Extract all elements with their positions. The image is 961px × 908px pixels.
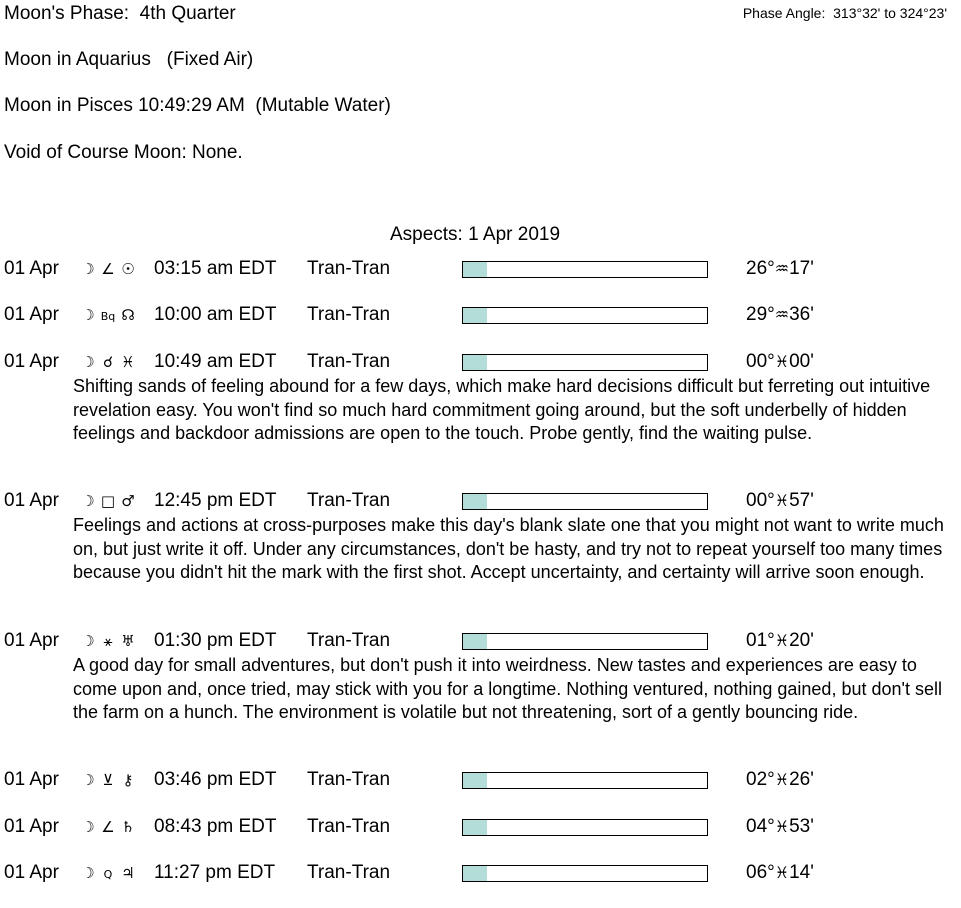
- aspect-position: [746, 630, 814, 652]
- aspect-glyphs: [78, 632, 138, 650]
- aquarius-icon: ♒: [774, 305, 790, 324]
- aspect-entry: [0, 351, 961, 446]
- biquintile-icon: Bq: [100, 310, 116, 323]
- aspect-row: [0, 304, 961, 328]
- aspect-glyphs: [78, 492, 138, 510]
- moon-phase: Moon's Phase: 4th Quarter: [4, 3, 236, 24]
- aspect-entry: [0, 490, 961, 585]
- aspect-entry: [0, 630, 961, 725]
- aspect-date: 01 Apr: [4, 258, 59, 279]
- aspect-type: Tran-Tran: [307, 490, 391, 511]
- position-minutes: 20': [789, 630, 814, 651]
- aspect-glyphs: [78, 771, 138, 789]
- aspect-row: [0, 630, 961, 654]
- aspect-position: [746, 304, 814, 326]
- aspect-glyphs: [78, 818, 138, 836]
- position-degrees: 00°: [746, 490, 775, 511]
- semisquare-icon: ∠: [101, 818, 115, 836]
- aspect-time: 03:15 am EDT: [154, 258, 277, 279]
- strength-bar-fill: [463, 355, 487, 370]
- north-node-icon: ☊: [121, 306, 135, 324]
- void-of-course: Void of Course Moon: None.: [4, 142, 243, 163]
- strength-bar: [462, 261, 708, 278]
- aspect-glyphs: [78, 353, 138, 371]
- strength-bar: [462, 772, 708, 789]
- position-degrees: 04°: [746, 816, 775, 837]
- sun-icon: ☉: [121, 260, 135, 278]
- pisces-icon: ♓: [774, 817, 790, 836]
- aspect-description: A good day for small adventures, but don't push it into weirdness. New tastes and experiences are easy to come upon and, once tried, may stick with you for a longtime. Nothing ventured, nothing gained, but don't sell the farm on a hunch. The environment is volatile but not threatening, sort of a gently bouncing ride.: [73, 655, 942, 722]
- aspect-time: 01:30 pm EDT: [154, 630, 277, 651]
- strength-bar: [462, 493, 708, 510]
- position-degrees: 29°: [746, 304, 775, 325]
- aspect-date: 01 Apr: [4, 304, 59, 325]
- pisces-icon: ♓: [774, 863, 790, 882]
- position-minutes: 57': [789, 490, 814, 511]
- aspect-row: [0, 351, 961, 375]
- aspect-position: [746, 816, 814, 838]
- strength-bar-fill: [463, 866, 487, 881]
- aspect-entry: [0, 258, 961, 282]
- aspect-row: [0, 258, 961, 282]
- strength-bar: [462, 633, 708, 650]
- strength-bar-fill: [463, 773, 487, 788]
- pisces-icon: ♓: [774, 352, 790, 371]
- aspect-time: 11:27 pm EDT: [154, 862, 276, 883]
- strength-bar: [462, 354, 708, 371]
- position-minutes: 17': [789, 258, 814, 279]
- aquarius-icon: ♒: [774, 259, 790, 278]
- aspect-position: [746, 769, 814, 791]
- position-minutes: 53': [789, 816, 814, 837]
- moon-sign-aquarius: Moon in Aquarius (Fixed Air): [4, 49, 254, 70]
- aspect-type: Tran-Tran: [307, 351, 391, 372]
- strength-bar: [462, 865, 708, 882]
- position-degrees: 00°: [746, 351, 775, 372]
- moon-icon: ☽: [81, 492, 95, 510]
- aspects-title: Aspects: 1 Apr 2019: [389, 224, 561, 245]
- aspect-description: Shifting sands of feeling abound for a few days, which make hard decisions difficult but ferreting out intuitive revelation easy. You won't find so much hard commitment going around, but the soft underbelly of hidden feelings and backdoor admissions are open to the touch. Probe gently, find the waiting pulse.: [73, 376, 931, 443]
- aspect-date: 01 Apr: [4, 490, 59, 511]
- aspect-row: [0, 816, 961, 840]
- aspect-glyphs: [78, 864, 138, 882]
- aspect-type: Tran-Tran: [307, 304, 391, 325]
- position-degrees: 01°: [746, 630, 775, 651]
- moon-icon: ☽: [81, 771, 95, 789]
- aspect-time: 12:45 pm EDT: [154, 490, 277, 511]
- aspect-row: [0, 769, 961, 793]
- moon-sign-pisces: Moon in Pisces 10:49:29 AM (Mutable Water): [4, 95, 391, 116]
- aspect-position: [746, 351, 814, 373]
- jupiter-icon: ♃: [121, 864, 135, 882]
- strength-bar-fill: [463, 634, 487, 649]
- aspect-entry: [0, 816, 961, 840]
- aspect-entry: [0, 304, 961, 328]
- aspect-date: 01 Apr: [4, 862, 59, 883]
- moon-icon: ☽: [81, 864, 95, 882]
- aspect-glyphs: [78, 260, 138, 278]
- chiron-icon: ⚷: [122, 771, 134, 789]
- aspect-time: 03:46 pm EDT: [154, 769, 277, 790]
- strength-bar-fill: [463, 494, 487, 509]
- pisces-icon: ♓: [774, 770, 790, 789]
- aspect-date: 01 Apr: [4, 630, 59, 651]
- aspect-entry: [0, 862, 961, 886]
- strength-bar: [462, 819, 708, 836]
- position-degrees: 26°: [746, 258, 775, 279]
- aspect-type: Tran-Tran: [307, 862, 391, 883]
- aspect-position: [746, 490, 814, 512]
- moon-icon: ☽: [81, 260, 95, 278]
- position-minutes: 36': [789, 304, 814, 325]
- strength-bar-fill: [463, 308, 487, 323]
- aspect-position: [746, 258, 814, 280]
- uranus-icon: ♅: [121, 632, 135, 650]
- position-minutes: 26': [789, 769, 814, 790]
- aspect-type: Tran-Tran: [307, 769, 391, 790]
- strength-bar-fill: [463, 820, 487, 835]
- phase-angle: Phase Angle: 313°32' to 324°23': [742, 5, 947, 21]
- aspect-description: Feelings and actions at cross-purposes make this day's blank slate one that you might not want to write much on, but just write it off. Under any circumstances, don't be hasty, and try not to repeat yourself too many times because you didn't hit the mark with the first shot. Accept uncertainty, and certainty will arrive soon enough.: [73, 515, 944, 582]
- quintile-icon: Q: [103, 868, 113, 881]
- position-degrees: 06°: [746, 862, 775, 883]
- aspect-date: 01 Apr: [4, 769, 59, 790]
- conjunction-icon: ☌: [102, 353, 114, 371]
- position-minutes: 14': [789, 862, 814, 883]
- aspect-row: [0, 490, 961, 514]
- semisextile-icon: ⊻: [102, 771, 114, 789]
- aspect-glyphs: [78, 306, 138, 324]
- aspect-date: 01 Apr: [4, 351, 59, 372]
- strength-bar: [462, 307, 708, 324]
- position-minutes: 00': [789, 351, 814, 372]
- saturn-icon: ♄: [121, 818, 135, 836]
- aspect-entry: [0, 769, 961, 793]
- aspect-time: 10:00 am EDT: [154, 304, 277, 325]
- sextile-icon: ⚹: [103, 632, 113, 650]
- aspect-type: Tran-Tran: [307, 258, 391, 279]
- aspect-date: 01 Apr: [4, 816, 59, 837]
- moon-icon: ☽: [81, 306, 95, 324]
- aspect-type: Tran-Tran: [307, 816, 391, 837]
- moon-icon: ☽: [81, 818, 95, 836]
- pisces-icon: ♓: [121, 353, 135, 371]
- pisces-icon: ♓: [774, 631, 790, 650]
- strength-bar-fill: [463, 262, 487, 277]
- semisquare-icon: ∠: [101, 260, 115, 278]
- pisces-icon: ♓: [774, 491, 790, 510]
- mars-icon: ♂: [121, 492, 135, 510]
- moon-icon: ☽: [81, 632, 95, 650]
- aspect-time: 08:43 pm EDT: [154, 816, 277, 837]
- aspect-row: [0, 862, 961, 886]
- moon-icon: ☽: [81, 353, 95, 371]
- aspect-type: Tran-Tran: [307, 630, 391, 651]
- position-degrees: 02°: [746, 769, 775, 790]
- aspect-position: [746, 862, 814, 884]
- aspect-time: 10:49 am EDT: [154, 351, 277, 372]
- square-icon: □: [100, 492, 116, 510]
